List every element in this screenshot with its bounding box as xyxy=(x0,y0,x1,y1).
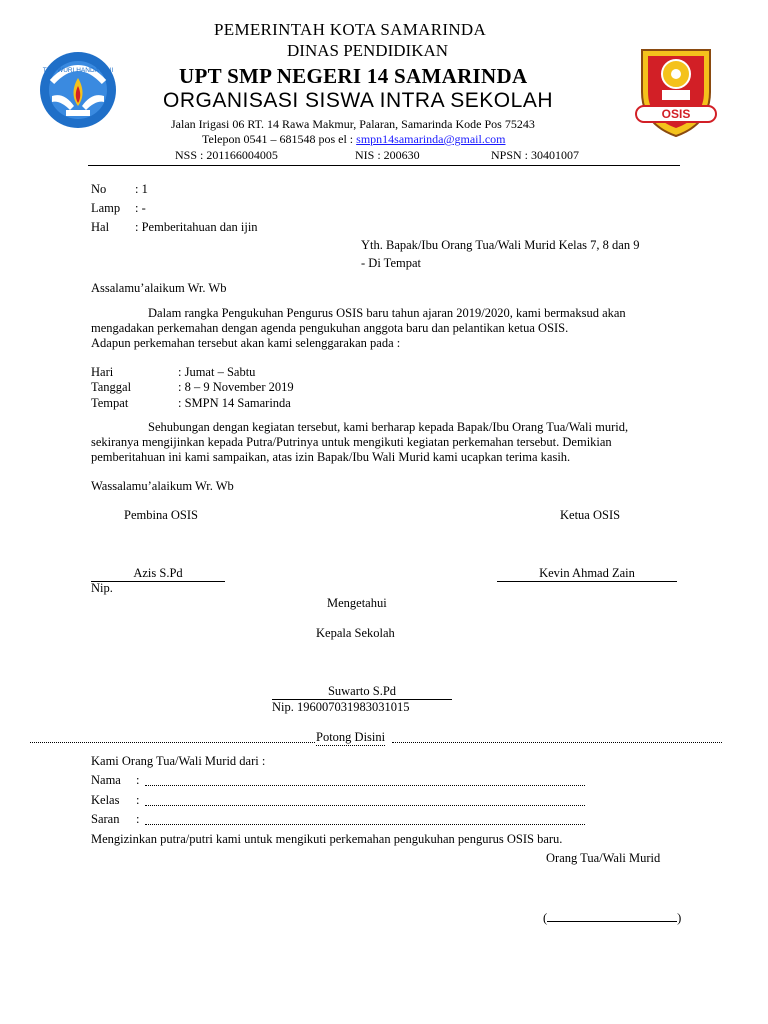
logo-right-text: OSIS xyxy=(661,107,691,121)
email-link[interactable]: smpn14samarinda@gmail.com xyxy=(356,132,506,146)
header-divider xyxy=(88,165,680,166)
no-value: : 1 xyxy=(135,182,148,196)
parent-signature-line[interactable] xyxy=(547,910,677,922)
cut-label: Potong Disini xyxy=(316,730,386,744)
hari-label: Hari xyxy=(91,365,114,379)
kelas-label: Kelas xyxy=(91,793,120,807)
hal-label: Hal xyxy=(91,220,110,234)
parent-signature xyxy=(543,910,681,926)
p1-line2: mengadakan perkemahan dengan agenda pengukuhan anggota baru dan pelantikan ketua OSIS. xyxy=(91,321,569,335)
osis-logo xyxy=(626,32,726,140)
school-name: UPT SMP NEGERI 14 SAMARINDA xyxy=(179,64,528,88)
kelas-colon: : xyxy=(136,793,140,807)
cut-line-right xyxy=(392,742,722,743)
kepala-sekolah-title: Kepala Sekolah xyxy=(316,626,395,640)
lamp-label: Lamp xyxy=(91,201,121,215)
p2-line3: pemberitahuan ini kami sampaikan, atas izin Bapak/Ibu Wali Murid kami ucapkan terima kasih. xyxy=(91,450,571,464)
ketua-title: Ketua OSIS xyxy=(560,508,621,522)
paren-open: ( xyxy=(543,911,548,925)
kepala-sekolah-nip: Nip. 196007031983031015 xyxy=(272,700,410,714)
npsn: NPSN : 30401007 xyxy=(491,148,580,162)
nss: NSS : 201166004005 xyxy=(175,148,278,162)
nama-field[interactable] xyxy=(145,785,585,786)
dept-name: DINAS PENDIDIKAN xyxy=(287,41,449,60)
org-name: ORGANISASI SISWA INTRA SEKOLAH xyxy=(163,89,553,112)
gov-name: PEMERINTAH KOTA SAMARINDA xyxy=(214,20,487,39)
nis: NIS : 200630 xyxy=(355,148,420,162)
cut-line-left xyxy=(30,742,315,743)
paren-close: ) xyxy=(677,911,682,925)
p1-line1: Dalam rangka Pengukuhan Pengurus OSIS baru tahun ajaran 2019/2020, kami bermaksud akan xyxy=(148,306,626,320)
mengetahui: Mengetahui xyxy=(327,596,387,610)
p2-line2: sekiranya mengijinkan kepada Putra/Putrinya untuk mengikuti kegiatan perkemahan tersebut. Demikian xyxy=(91,435,612,449)
kelas-field[interactable] xyxy=(145,805,585,806)
nama-label: Nama xyxy=(91,773,121,787)
nama-colon: : xyxy=(136,773,140,787)
saran-colon: : xyxy=(136,812,140,826)
recipient-line1: Yth. Bapak/Ibu Orang Tua/Wali Murid Kelas 7, 8 dan 9 xyxy=(361,238,640,252)
address: Jalan Irigasi 06 RT. 14 Rawa Makmur, Palaran, Samarinda Kode Pos 75243 xyxy=(171,117,535,131)
hari-value: : Jumat – Sabtu xyxy=(178,365,256,379)
logo-left-text: TUT WURI HANDAYANI xyxy=(42,67,114,74)
lamp-value: : - xyxy=(135,201,146,215)
tut-wuri-handayani-logo xyxy=(38,48,118,136)
contact-line xyxy=(202,132,506,147)
consent-text: Mengizinkan putra/putri kami untuk mengikuti perkemahan pengukuhan pengurus OSIS baru. xyxy=(91,832,563,846)
parent-title: Orang Tua/Wali Murid xyxy=(546,851,661,865)
hal-value: : Pemberitahuan dan ijin xyxy=(135,220,258,234)
phone-text: Telepon 0541 – 681548 pos el : xyxy=(202,132,357,146)
pembina-name: Azis S.Pd xyxy=(91,566,225,582)
tanggal-label: Tanggal xyxy=(91,380,132,394)
tempat-label: Tempat xyxy=(91,396,129,410)
greeting: Assalamu’alaikum Wr. Wb xyxy=(91,281,227,295)
saran-field[interactable] xyxy=(145,824,585,825)
tempat-value: : SMPN 14 Samarinda xyxy=(178,396,291,410)
tanggal-value: : 8 – 9 November 2019 xyxy=(178,380,294,394)
ketua-name: Kevin Ahmad Zain xyxy=(497,566,677,582)
p1-line3: Adapun perkemahan tersebut akan kami selenggarakan pada : xyxy=(91,336,401,350)
closing: Wassalamu’alaikum Wr. Wb xyxy=(91,479,234,493)
saran-label: Saran xyxy=(91,812,120,826)
form-intro: Kami Orang Tua/Wali Murid dari : xyxy=(91,754,266,768)
no-label: No xyxy=(91,182,107,196)
p2-line1: Sehubungan dengan kegiatan tersebut, kami berharap kepada Bapak/Ibu Orang Tua/Wali murid, xyxy=(148,420,629,434)
pembina-nip: Nip. xyxy=(91,581,113,595)
recipient-line2: - Di Tempat xyxy=(361,256,421,270)
pembina-title: Pembina OSIS xyxy=(124,508,198,522)
kepala-sekolah-name: Suwarto S.Pd xyxy=(272,684,452,700)
